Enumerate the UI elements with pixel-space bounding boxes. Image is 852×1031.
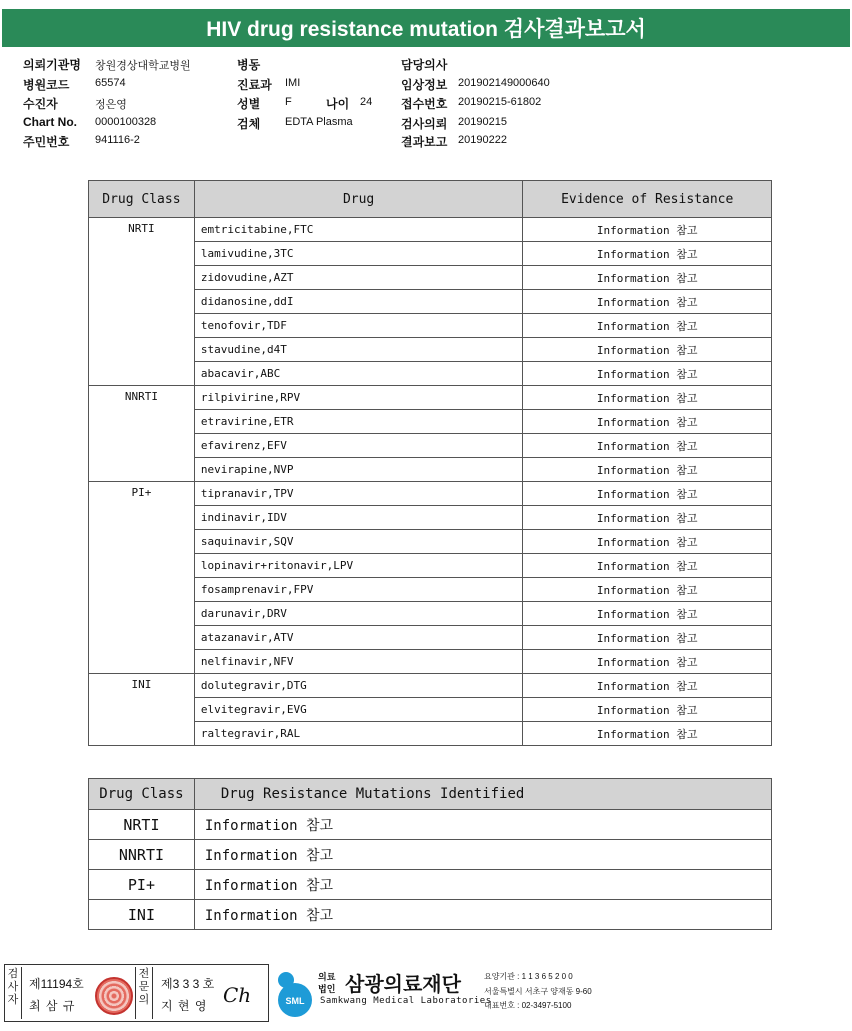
info-label: 담당의사 <box>401 58 448 72</box>
drug-resistance-table <box>88 180 772 746</box>
column-header: Drug Class <box>89 181 195 218</box>
evidence-cell: Information 참고 <box>523 386 772 410</box>
drug-name-cell: raltegravir,RAL <box>194 722 523 746</box>
drug-name-cell: stavudine,d4T <box>194 338 523 362</box>
drug-name-cell: elvitegravir,EVG <box>194 698 523 722</box>
info-value: 정은영 <box>95 99 127 111</box>
org-small-label: 법인 <box>318 984 336 994</box>
column-header: Drug <box>194 181 523 218</box>
evidence-cell: Information 참고 <box>523 722 772 746</box>
info-label: 성별 <box>237 97 261 111</box>
seal-stamp <box>95 977 133 1015</box>
org-english-name: Samkwang Medical Laboratories <box>320 996 492 1006</box>
info-label: 접수번호 <box>401 97 448 111</box>
evidence-cell: Information 참고 <box>523 290 772 314</box>
evidence-cell: Information 참고 <box>523 218 772 242</box>
info-value: EDTA Plasma <box>285 116 353 128</box>
drug-name-cell: lamivudine,3TC <box>194 242 523 266</box>
drug-name-cell: darunavir,DRV <box>194 602 523 626</box>
drug-class-cell: PI+ <box>89 870 195 900</box>
info-label: 검사의뢰 <box>401 117 448 131</box>
drug-name-cell: abacavir,ABC <box>194 362 523 386</box>
drug-class-cell: NNRTI <box>89 386 195 482</box>
org-small-label: 의료 <box>318 972 336 982</box>
table-row <box>89 810 772 840</box>
tester-vertical-label: 검사자 <box>5 967 22 1019</box>
org-name: 삼광의료재단 <box>345 974 461 996</box>
evidence-cell: Information 참고 <box>523 242 772 266</box>
info-label: 주민번호 <box>23 135 70 149</box>
drug-class-cell: NRTI <box>89 810 195 840</box>
drug-class-cell: NNRTI <box>89 840 195 870</box>
evidence-cell: Information 참고 <box>523 698 772 722</box>
org-info-line: 대표번호 : 02-3497-5100 <box>484 1001 572 1010</box>
drug-name-cell: fosamprenavir,FPV <box>194 578 523 602</box>
info-label: 임상정보 <box>401 78 448 92</box>
drug-name-cell: dolutegravir,DTG <box>194 674 523 698</box>
drug-class-cell: INI <box>89 674 195 746</box>
doctor-number: 제3 3 3 호 <box>161 977 215 991</box>
info-value: 창원경상대학교병원 <box>95 60 191 72</box>
info-value: IMI <box>285 77 301 89</box>
sml-logo-icon <box>272 966 314 1018</box>
table-row <box>89 900 772 930</box>
mutation-cell: Information 참고 <box>194 840 771 870</box>
info-value: 20190215 <box>458 116 507 128</box>
info-value: 20190222 <box>458 134 507 146</box>
evidence-cell: Information 참고 <box>523 554 772 578</box>
info-label: 결과보고 <box>401 135 448 149</box>
evidence-cell: Information 참고 <box>523 506 772 530</box>
drug-name-cell: etravirine,ETR <box>194 410 523 434</box>
org-info-line: 요양기관 : 1 1 3 6 5 2 0 0 <box>484 972 573 981</box>
drug-name-cell: didanosine,ddI <box>194 290 523 314</box>
drug-name-cell: tipranavir,TPV <box>194 482 523 506</box>
doctor-vertical-label: 전문의 <box>135 967 153 1019</box>
drug-name-cell: indinavir,IDV <box>194 506 523 530</box>
info-label: 진료과 <box>237 78 272 92</box>
info-value: 65574 <box>95 77 126 89</box>
info-label: 수진자 <box>23 97 58 111</box>
info-label: 병동 <box>237 58 261 72</box>
evidence-cell: Information 참고 <box>523 362 772 386</box>
drug-class-cell: NRTI <box>89 218 195 386</box>
evidence-cell: Information 참고 <box>523 410 772 434</box>
doctor-name: 지 현 영 <box>161 999 208 1013</box>
doctor-signature: Ch <box>223 983 252 1007</box>
evidence-cell: Information 참고 <box>523 578 772 602</box>
drug-name-cell: tenofovir,TDF <box>194 314 523 338</box>
info-value: 0000100328 <box>95 116 157 128</box>
info-value: 201902149000640 <box>458 77 550 89</box>
table-row <box>89 840 772 870</box>
column-header: Drug Resistance Mutations Identified <box>194 779 771 810</box>
drug-name-cell: nevirapine,NVP <box>194 458 523 482</box>
evidence-cell: Information 참고 <box>523 530 772 554</box>
table-row <box>89 482 772 506</box>
evidence-cell: Information 참고 <box>523 266 772 290</box>
tester-name: 최 삼 규 <box>29 999 76 1013</box>
info-label: 검체 <box>237 117 261 131</box>
mutation-cell: Information 참고 <box>194 870 771 900</box>
drug-class-cell: INI <box>89 900 195 930</box>
table-row <box>89 674 772 698</box>
evidence-cell: Information 참고 <box>523 650 772 674</box>
drug-name-cell: lopinavir+ritonavir,LPV <box>194 554 523 578</box>
evidence-cell: Information 참고 <box>523 434 772 458</box>
mutations-table <box>88 778 772 930</box>
info-label: 의뢰기관명 <box>23 58 81 72</box>
signature-box <box>4 964 269 1022</box>
mutation-cell: Information 참고 <box>194 900 771 930</box>
table-row <box>89 386 772 410</box>
drug-name-cell: emtricitabine,FTC <box>194 218 523 242</box>
info-value: 20190215-61802 <box>458 96 542 108</box>
evidence-cell: Information 참고 <box>523 314 772 338</box>
drug-name-cell: rilpivirine,RPV <box>194 386 523 410</box>
drug-name-cell: atazanavir,ATV <box>194 626 523 650</box>
evidence-cell: Information 참고 <box>523 338 772 362</box>
evidence-cell: Information 참고 <box>523 482 772 506</box>
info-label: Chart No. <box>23 115 77 129</box>
tester-number: 제11194호 <box>29 977 84 991</box>
evidence-cell: Information 참고 <box>523 602 772 626</box>
evidence-cell: Information 참고 <box>523 458 772 482</box>
info-label: 병원코드 <box>23 78 70 92</box>
table-row <box>89 870 772 900</box>
drug-name-cell: efavirenz,EFV <box>194 434 523 458</box>
info-label: 나이 <box>326 97 350 111</box>
report-title: HIV drug resistance mutation 검사결과보고서 <box>2 9 850 47</box>
info-value: 24 <box>360 96 373 108</box>
drug-name-cell: nelfinavir,NFV <box>194 650 523 674</box>
info-value: F <box>285 96 292 108</box>
column-header: Drug Class <box>89 779 195 810</box>
evidence-cell: Information 참고 <box>523 674 772 698</box>
column-header: Evidence of Resistance <box>523 181 772 218</box>
drug-name-cell: saquinavir,SQV <box>194 530 523 554</box>
org-info-line: 서울특별시 서초구 양재동 9-60 <box>484 987 592 996</box>
drug-name-cell: zidovudine,AZT <box>194 266 523 290</box>
evidence-cell: Information 참고 <box>523 626 772 650</box>
mutation-cell: Information 참고 <box>194 810 771 840</box>
info-value: 941116-2 <box>95 134 140 146</box>
drug-class-cell: PI+ <box>89 482 195 674</box>
table-row <box>89 218 772 242</box>
logo-text: SML <box>285 996 305 1006</box>
